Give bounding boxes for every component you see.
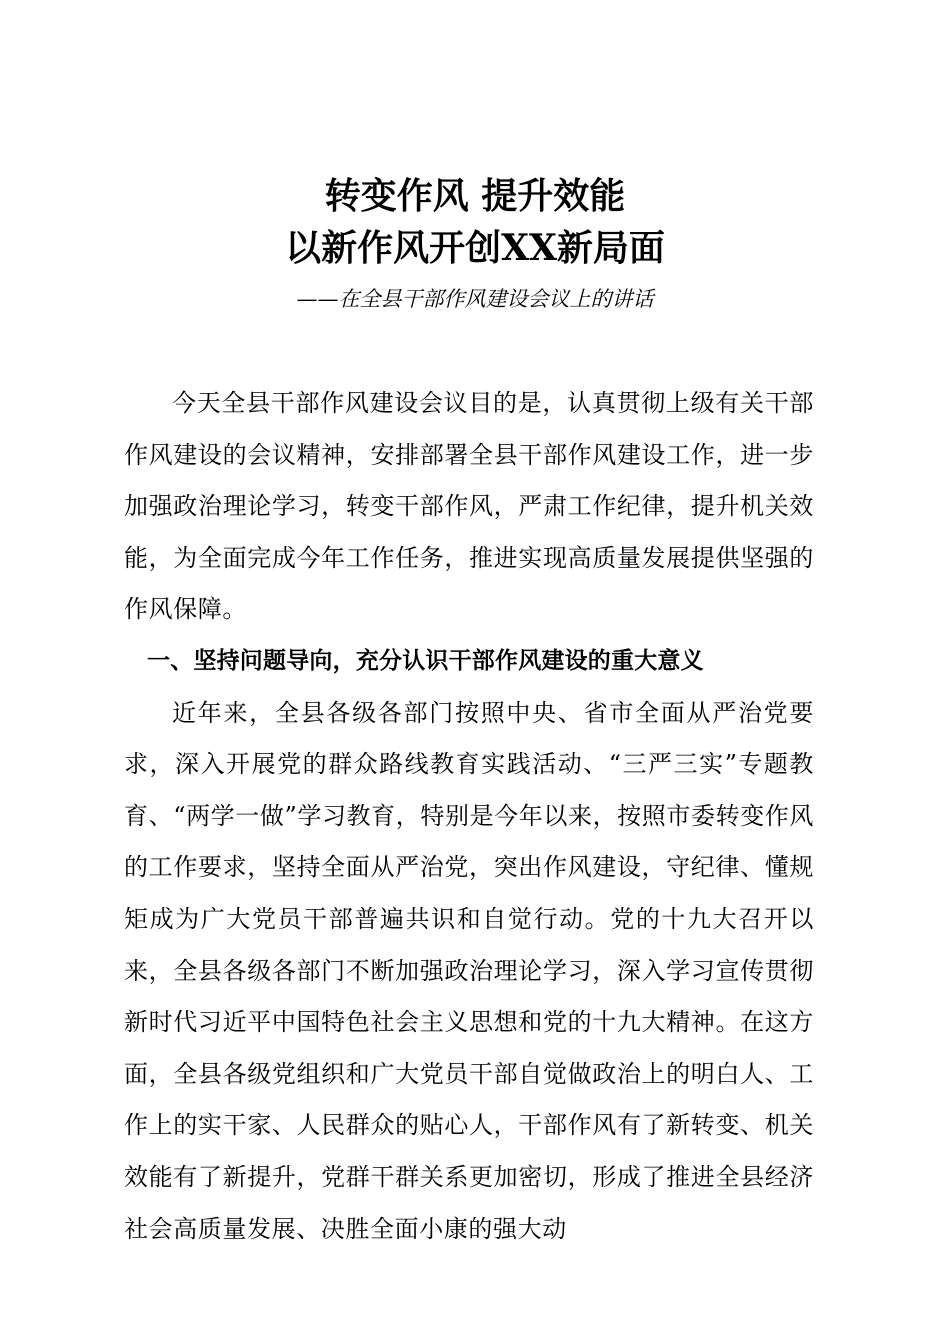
intro-paragraph: 今天全县干部作风建设会议目的是，认真贯彻上级有关干部作风建设的会议精神，安排部署全县干部作风建设工作，进一步加强政治理论学习，转变干部作风，严肃工作纪律，提升机关效能，为全面完成今年工作任务，推进实现高质量发展提供坚强的作风保障。	[124, 389, 814, 624]
section-1-paragraph: 近年来，全县各级各部门按照中央、省市全面从严治党要求，深入开展党的群众路线教育实践活动、“三严三实”专题教育、“两学一做”学习教育，特别是今年以来，按照市委转变作风的工作要求，坚持全面从严治党，突出作风建设，守纪律、懂规矩成为广大党员干部普遍共识和自觉行动。党的十九大召开以来，全县各级各部门不断加强政治理论学习，深入学习宣传贯彻新时代习近平中国特色社会主义思想和党的十九大精神。在这方面，全县各级党组织和广大党员干部自觉做政治上的明白人、工作上的实干家、人民群众的贴心人，干部作风有了新转变、机关效能有了新提升，党群干群关系更加密切，形成了推进全县经济社会高质量发展、决胜全面小康的强大动	[124, 698, 814, 1243]
section-heading-1: 一、坚持问题导向，充分认识干部作风建设的重大意义	[147, 647, 704, 674]
document-body	[124, 378, 814, 1255]
subtitle: ——在全县干部作风建设会议上的讲话	[296, 287, 654, 311]
title-line-1: 转变作风 提升效能	[324, 175, 626, 217]
title-line-2: 以新作风开创XX新局面	[285, 227, 665, 269]
